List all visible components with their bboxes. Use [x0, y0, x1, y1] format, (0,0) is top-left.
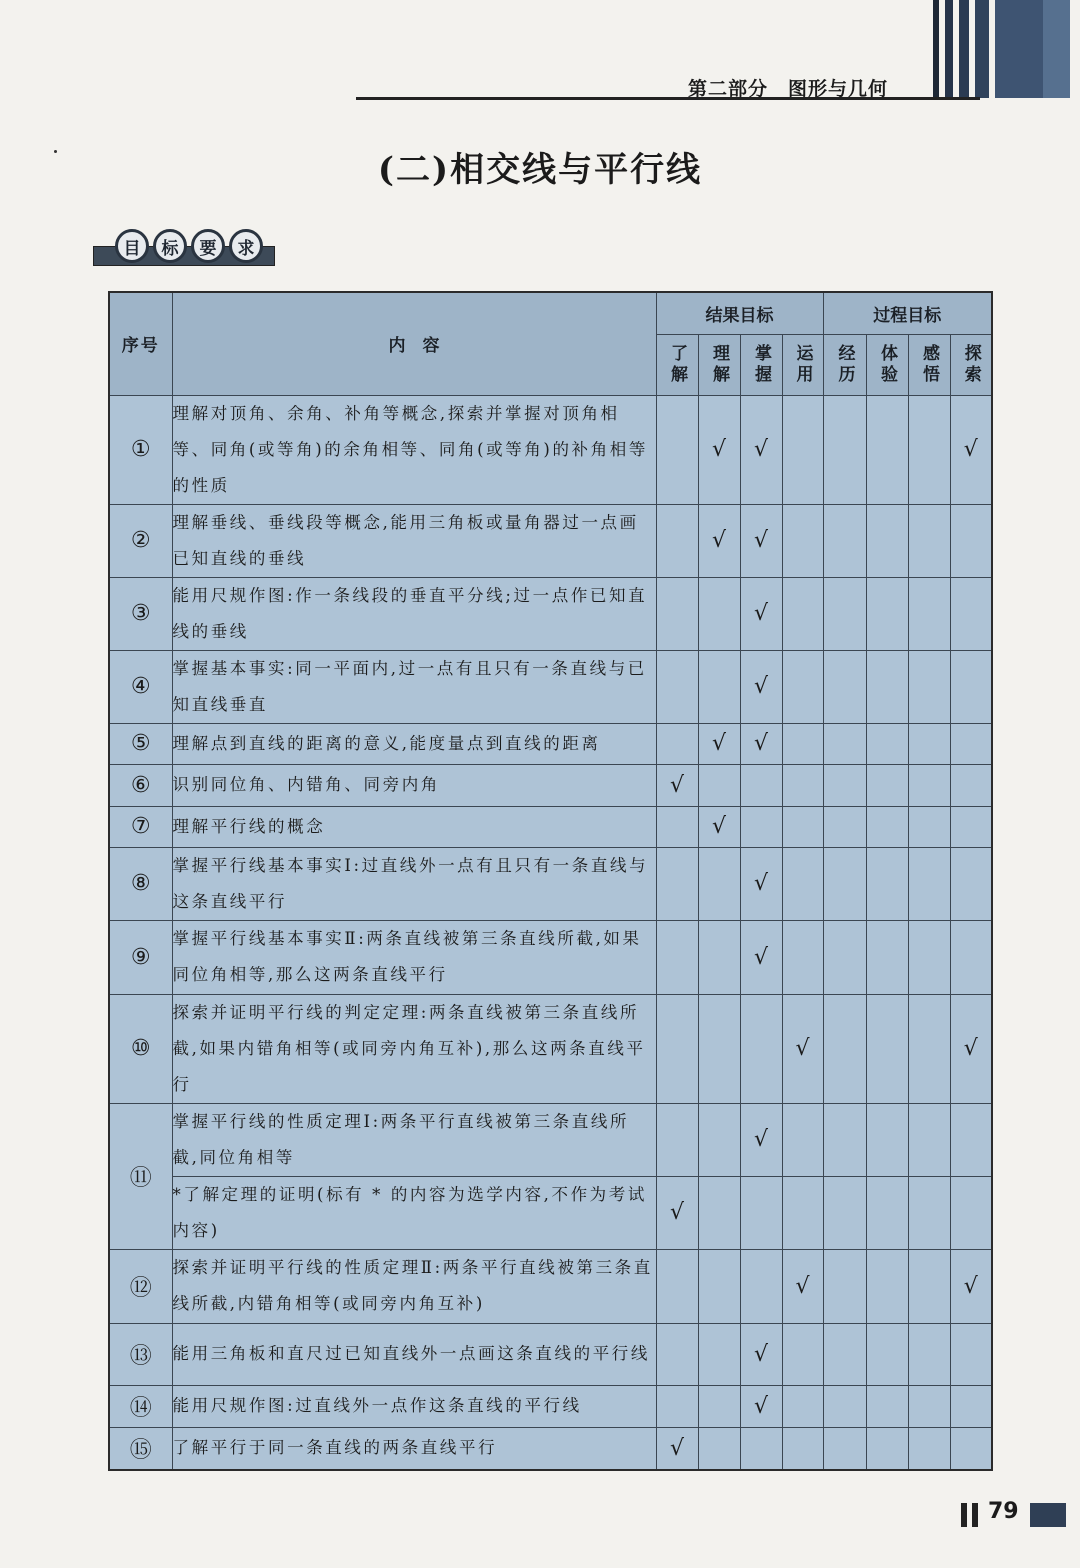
check-cell — [950, 764, 992, 806]
table-row — [109, 1176, 992, 1249]
check-cell: √ — [950, 1249, 992, 1323]
check-cell — [823, 1427, 866, 1470]
check-cell — [698, 1103, 740, 1176]
check-cell — [908, 920, 950, 994]
check-cell — [866, 1103, 908, 1176]
row-content: *了解定理的证明(标有 * 的内容为选学内容,不作为考试内容) — [172, 1176, 656, 1249]
page-title: (二)相交线与平行线 — [377, 150, 703, 190]
check-cell: √ — [740, 395, 782, 504]
section-heading: 第二部分 图形与几何 — [688, 78, 889, 100]
check-cell — [698, 764, 740, 806]
row-content: 掌握基本事实:同一平面内,过一点有且只有一条直线与已知直线垂直 — [172, 650, 656, 723]
check-cell — [740, 764, 782, 806]
row-content: 能用三角板和直尺过已知直线外一点画这条直线的平行线 — [172, 1323, 656, 1385]
check-cell — [908, 1176, 950, 1249]
row-content: 理解平行线的概念 — [172, 806, 656, 847]
check-cell — [908, 847, 950, 920]
check-cell — [866, 1385, 908, 1427]
check-cell: √ — [698, 806, 740, 847]
check-cell: √ — [656, 1427, 698, 1470]
check-cell — [740, 994, 782, 1103]
check-cell — [782, 395, 823, 504]
check-cell — [908, 650, 950, 723]
check-cell — [782, 1176, 823, 1249]
row-number: ⑩ — [109, 994, 172, 1103]
row-content: 理解垂线、垂线段等概念,能用三角板或量角器过一点画已知直线的垂线 — [172, 504, 656, 577]
check-cell — [782, 723, 823, 764]
check-cell: √ — [782, 1249, 823, 1323]
row-content: 识别同位角、内错角、同旁内角 — [172, 764, 656, 806]
check-cell — [908, 806, 950, 847]
subheader-yunyong: 运用 — [782, 334, 823, 395]
check-cell — [782, 764, 823, 806]
check-cell — [782, 650, 823, 723]
objectives-badge — [93, 224, 275, 270]
check-cell — [908, 1103, 950, 1176]
content-header: 内 容 — [172, 292, 656, 395]
check-cell — [656, 1249, 698, 1323]
check-cell — [698, 1249, 740, 1323]
check-cell — [782, 1323, 823, 1385]
objectives-table — [108, 291, 993, 1471]
check-cell — [823, 577, 866, 650]
row-content: 了解平行于同一条直线的两条直线平行 — [172, 1427, 656, 1470]
check-cell — [908, 994, 950, 1103]
table-row — [109, 1323, 992, 1385]
check-cell — [698, 1176, 740, 1249]
row-number: ⑦ — [109, 806, 172, 847]
check-cell — [740, 1176, 782, 1249]
table-row — [109, 504, 992, 577]
check-cell — [866, 1249, 908, 1323]
table-row — [109, 764, 992, 806]
row-number: ⑬ — [109, 1323, 172, 1385]
check-cell — [656, 806, 698, 847]
badge-char: 目 — [115, 229, 149, 263]
check-cell — [656, 1103, 698, 1176]
table-row — [109, 1103, 992, 1176]
check-cell — [698, 1323, 740, 1385]
check-cell — [823, 764, 866, 806]
check-cell — [950, 806, 992, 847]
table-row — [109, 650, 992, 723]
row-number: ⑥ — [109, 764, 172, 806]
check-cell — [908, 1249, 950, 1323]
check-cell — [866, 764, 908, 806]
check-cell — [656, 1385, 698, 1427]
check-cell — [950, 1385, 992, 1427]
check-cell — [866, 650, 908, 723]
check-cell: √ — [782, 994, 823, 1103]
row-number: ⑧ — [109, 847, 172, 920]
check-cell — [866, 1176, 908, 1249]
subheader-liaojie: 了解 — [656, 334, 698, 395]
subheader-zhangwo: 掌握 — [740, 334, 782, 395]
check-cell — [823, 650, 866, 723]
check-cell — [823, 994, 866, 1103]
check-cell: √ — [740, 723, 782, 764]
check-cell — [823, 1385, 866, 1427]
row-number: ⑭ — [109, 1385, 172, 1427]
check-cell — [950, 650, 992, 723]
row-number: ⑨ — [109, 920, 172, 994]
subheader-tansuo: 探索 — [950, 334, 992, 395]
row-content: 掌握平行线基本事实Ⅱ:两条直线被第三条直线所截,如果同位角相等,那么这两条直线平行 — [172, 920, 656, 994]
check-cell — [908, 1427, 950, 1470]
check-cell — [866, 395, 908, 504]
row-number: ⑮ — [109, 1427, 172, 1470]
check-cell: √ — [740, 920, 782, 994]
row-content: 理解对顶角、余角、补角等概念,探索并掌握对顶角相等、同角(或等角)的余角相等、同角(或等角)的补角相等的性质 — [172, 395, 656, 504]
check-cell — [740, 806, 782, 847]
check-cell: √ — [740, 1385, 782, 1427]
check-cell — [866, 1323, 908, 1385]
check-cell — [866, 723, 908, 764]
table-row — [109, 577, 992, 650]
check-cell: √ — [698, 723, 740, 764]
check-cell — [950, 920, 992, 994]
table-row — [109, 723, 992, 764]
row-content: 能用尺规作图:作一条线段的垂直平分线;过一点作已知直线的垂线 — [172, 577, 656, 650]
row-content: 能用尺规作图:过直线外一点作这条直线的平行线 — [172, 1385, 656, 1427]
subheader-ganwu: 感悟 — [908, 334, 950, 395]
check-cell: √ — [740, 577, 782, 650]
badge-char: 标 — [153, 229, 187, 263]
page-bar — [961, 1503, 967, 1527]
check-cell: √ — [740, 504, 782, 577]
page-number: 79 — [988, 1499, 1019, 1524]
check-cell — [908, 577, 950, 650]
check-cell — [782, 847, 823, 920]
check-cell — [823, 806, 866, 847]
table-row — [109, 395, 992, 504]
check-cell: √ — [950, 395, 992, 504]
row-content: 探索并证明平行线的性质定理Ⅱ:两条平行直线被第三条直线所截,内错角相等(或同旁内角互补) — [172, 1249, 656, 1323]
check-cell: √ — [698, 504, 740, 577]
row-content: 理解点到直线的距离的意义,能度量点到直线的距离 — [172, 723, 656, 764]
check-cell — [782, 504, 823, 577]
badge-char: 要 — [191, 229, 225, 263]
check-cell — [866, 847, 908, 920]
check-cell — [698, 920, 740, 994]
row-number: ① — [109, 395, 172, 504]
check-cell — [908, 504, 950, 577]
result-goals-header: 结果目标 — [656, 292, 823, 334]
check-cell — [823, 1103, 866, 1176]
row-content: 探索并证明平行线的判定定理:两条直线被第三条直线所截,如果内错角相等(或同旁内角互补),那么这两条直线平行 — [172, 994, 656, 1103]
check-cell — [950, 1176, 992, 1249]
check-cell — [823, 723, 866, 764]
check-cell — [782, 577, 823, 650]
check-cell — [698, 1385, 740, 1427]
check-cell — [950, 577, 992, 650]
row-number: ⑫ — [109, 1249, 172, 1323]
check-cell — [740, 1249, 782, 1323]
check-cell — [950, 1323, 992, 1385]
check-cell — [656, 920, 698, 994]
table-row — [109, 920, 992, 994]
check-cell — [656, 994, 698, 1103]
row-number: ⑪ — [109, 1103, 172, 1249]
check-cell — [866, 994, 908, 1103]
check-cell — [866, 920, 908, 994]
check-cell — [656, 504, 698, 577]
check-cell — [908, 1385, 950, 1427]
table-row — [109, 1249, 992, 1323]
row-number: ④ — [109, 650, 172, 723]
check-cell — [950, 504, 992, 577]
check-cell — [823, 395, 866, 504]
table-row — [109, 994, 992, 1103]
check-cell — [698, 577, 740, 650]
check-cell — [908, 1323, 950, 1385]
subheader-lijie: 理解 — [698, 334, 740, 395]
check-cell — [866, 1427, 908, 1470]
check-cell: √ — [740, 650, 782, 723]
seq-header: 序号 — [109, 292, 172, 395]
check-cell — [698, 994, 740, 1103]
check-cell — [823, 1176, 866, 1249]
row-content: 掌握平行线基本事实Ⅰ:过直线外一点有且只有一条直线与这条直线平行 — [172, 847, 656, 920]
check-cell — [823, 504, 866, 577]
check-cell — [656, 395, 698, 504]
check-cell: √ — [698, 395, 740, 504]
check-cell — [656, 650, 698, 723]
check-cell — [656, 577, 698, 650]
process-goals-header: 过程目标 — [823, 292, 992, 334]
check-cell — [782, 1427, 823, 1470]
check-cell — [698, 650, 740, 723]
check-cell — [866, 806, 908, 847]
check-cell — [698, 847, 740, 920]
check-cell — [782, 1385, 823, 1427]
table-row — [109, 806, 992, 847]
check-cell — [740, 1427, 782, 1470]
table-row — [109, 1427, 992, 1470]
table-row — [109, 1385, 992, 1427]
check-cell — [782, 920, 823, 994]
table-row — [109, 847, 992, 920]
check-cell — [698, 1427, 740, 1470]
header-stripes-decoration — [925, 0, 1070, 98]
check-cell — [823, 847, 866, 920]
row-number: ② — [109, 504, 172, 577]
subheader-jingli: 经历 — [823, 334, 866, 395]
check-cell — [908, 764, 950, 806]
badge-char: 求 — [229, 229, 263, 263]
check-cell — [823, 920, 866, 994]
check-cell — [950, 1427, 992, 1470]
check-cell — [950, 1103, 992, 1176]
check-cell — [950, 847, 992, 920]
row-content: 掌握平行线的性质定理Ⅰ:两条平行直线被第三条直线所截,同位角相等 — [172, 1103, 656, 1176]
check-cell: √ — [950, 994, 992, 1103]
check-cell: √ — [740, 847, 782, 920]
row-number: ③ — [109, 577, 172, 650]
page-bar — [972, 1503, 978, 1527]
check-cell — [950, 723, 992, 764]
check-cell — [782, 806, 823, 847]
row-number: ⑤ — [109, 723, 172, 764]
check-cell — [823, 1323, 866, 1385]
check-cell — [656, 847, 698, 920]
check-cell: √ — [656, 764, 698, 806]
check-cell — [823, 1249, 866, 1323]
subheader-tiyan: 体验 — [866, 334, 908, 395]
check-cell — [866, 577, 908, 650]
check-cell — [656, 1323, 698, 1385]
check-cell — [782, 1103, 823, 1176]
check-cell: √ — [740, 1103, 782, 1176]
check-cell — [866, 504, 908, 577]
check-cell — [908, 395, 950, 504]
check-cell: √ — [656, 1176, 698, 1249]
check-cell: √ — [740, 1323, 782, 1385]
check-cell — [908, 723, 950, 764]
page-corner-block — [1030, 1503, 1066, 1527]
check-cell — [656, 723, 698, 764]
